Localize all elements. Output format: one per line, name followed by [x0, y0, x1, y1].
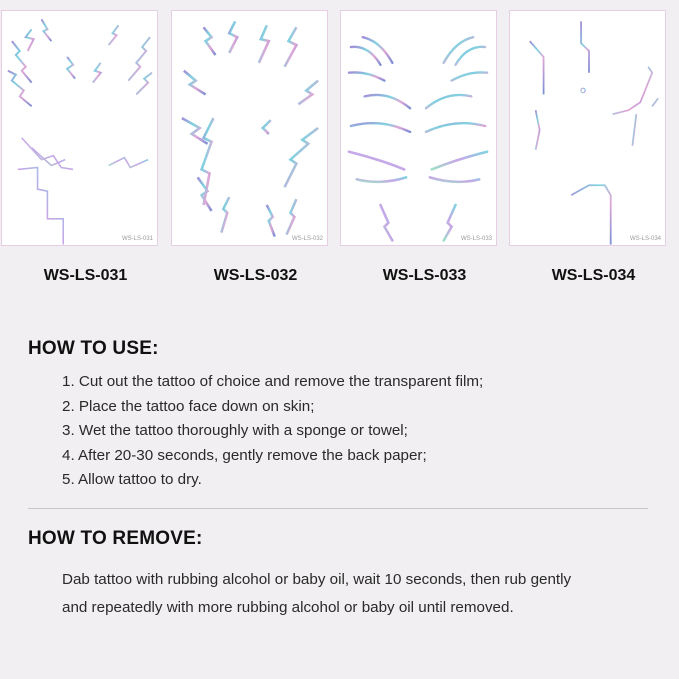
tattoo-sheet-031 — [1, 10, 158, 246]
product-caption-032: WS-LS-032 — [213, 267, 298, 284]
step-item: 1. Cut out the tattoo of choice and remove the transparent film; — [62, 373, 484, 390]
sheet-code: WS-LS-034 — [629, 236, 661, 242]
tattoo-design-034 — [510, 11, 665, 245]
step-item: 2. Place the tattoo face down on skin; — [62, 397, 315, 415]
product-caption-031: WS-LS-031 — [43, 267, 128, 284]
sheet-code: WS-LS-031 — [121, 236, 153, 242]
tattoo-sheet-034 — [509, 10, 666, 246]
how-to-use-steps — [62, 370, 483, 493]
step-item: 5. Allow tattoo to dry. — [62, 471, 202, 489]
product-caption-033: WS-LS-033 — [382, 267, 467, 284]
tattoo-design-032 — [172, 11, 327, 245]
remove-line: Dab tattoo with rubbing alcohol or baby oil, wait 10 seconds, then rub gently — [62, 571, 572, 588]
step-item: 4. After 20-30 seconds, gently remove the back paper; — [62, 446, 427, 464]
tattoo-design-031 — [2, 11, 157, 245]
section-divider — [28, 508, 648, 509]
how-to-use-heading: HOW TO USE: — [28, 338, 159, 359]
how-to-remove-heading: HOW TO REMOVE: — [28, 528, 203, 549]
how-to-remove-text — [62, 566, 642, 622]
tattoo-design-033 — [341, 11, 496, 245]
tattoo-sheet-033 — [340, 10, 497, 246]
product-caption-034: WS-LS-034 — [551, 267, 636, 284]
remove-line: and repeatedly with more rubbing alcohol or baby oil until removed. — [62, 599, 514, 616]
tattoo-sheet-032 — [171, 10, 328, 246]
sheet-code: WS-LS-033 — [460, 236, 492, 242]
step-item: 3. Wet the tattoo thoroughly with a sponge or towel; — [62, 422, 408, 440]
sheet-code: WS-LS-032 — [291, 236, 323, 242]
